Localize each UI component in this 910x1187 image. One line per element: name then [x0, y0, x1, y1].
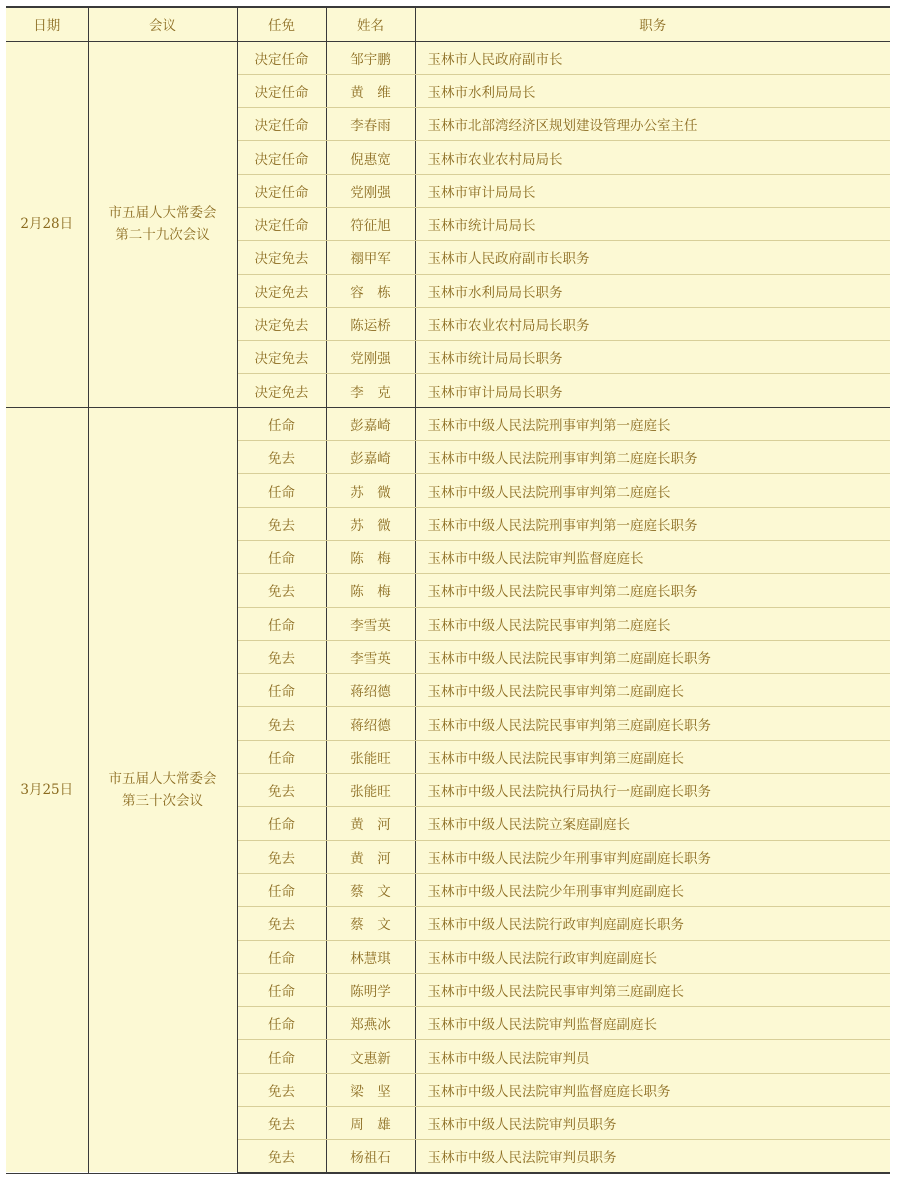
- appointment-action: 任命: [237, 1040, 326, 1073]
- person-name: 蔡 文: [326, 907, 415, 940]
- person-name: 邹宇鹏: [326, 41, 415, 74]
- person-name: 苏 微: [326, 474, 415, 507]
- appointment-action: 决定任命: [237, 141, 326, 174]
- person-name: 黄 河: [326, 840, 415, 873]
- position-title: 玉林市中级人民法院立案庭副庭长: [415, 807, 890, 840]
- position-title: 玉林市水利局局长职务: [415, 274, 890, 307]
- person-name: 陈明学: [326, 973, 415, 1006]
- header-post: 职务: [415, 7, 890, 41]
- appointment-action: 决定任命: [237, 207, 326, 240]
- appointment-action: 免去: [237, 507, 326, 540]
- person-name: 黄 河: [326, 807, 415, 840]
- appointment-action: 免去: [237, 441, 326, 474]
- meeting-name: [88, 407, 237, 1173]
- header-action: 任免: [237, 7, 326, 41]
- appointment-action: 任命: [237, 607, 326, 640]
- position-title: 玉林市审计局局长职务: [415, 374, 890, 407]
- position-title: 玉林市农业农村局局长职务: [415, 307, 890, 340]
- position-title: 玉林市北部湾经济区规划建设管理办公室主任: [415, 108, 890, 141]
- position-title: 玉林市统计局局长: [415, 207, 890, 240]
- person-name: 梁 坚: [326, 1073, 415, 1106]
- appointment-action: 任命: [237, 407, 326, 440]
- position-title: 玉林市中级人民法院行政审判庭副庭长: [415, 940, 890, 973]
- meeting-name-line1: 市五届人大常委会: [108, 771, 217, 788]
- meeting-name-line2: 第三十次会议: [122, 793, 203, 810]
- position-title: 玉林市中级人民法院民事审判第三庭副庭长: [415, 973, 890, 1006]
- person-name: 苏 微: [326, 507, 415, 540]
- position-title: 玉林市中级人民法院执行局执行一庭副庭长职务: [415, 774, 890, 807]
- position-title: 玉林市中级人民法院刑事审判第一庭庭长: [415, 407, 890, 440]
- person-name: 林慧琪: [326, 940, 415, 973]
- appointment-action: 任命: [237, 940, 326, 973]
- appointment-action: 任命: [237, 474, 326, 507]
- position-title: 玉林市中级人民法院民事审判第二庭庭长职务: [415, 574, 890, 607]
- appointment-action: 免去: [237, 774, 326, 807]
- person-name: 陈 梅: [326, 540, 415, 573]
- person-name: 黄 维: [326, 74, 415, 107]
- person-name: 李春雨: [326, 108, 415, 141]
- appointment-action: 任命: [237, 807, 326, 840]
- appointment-action: 任命: [237, 873, 326, 906]
- table-row: [6, 41, 890, 74]
- person-name: 倪惠宽: [326, 141, 415, 174]
- position-title: 玉林市中级人民法院刑事审判第二庭庭长职务: [415, 441, 890, 474]
- position-title: 玉林市水利局局长: [415, 74, 890, 107]
- position-title: 玉林市人民政府副市长: [415, 41, 890, 74]
- appointment-action: 任命: [237, 1007, 326, 1040]
- position-title: 玉林市中级人民法院审判监督庭庭长职务: [415, 1073, 890, 1106]
- appointment-action: 决定任命: [237, 41, 326, 74]
- position-title: 玉林市中级人民法院民事审判第二庭庭长: [415, 607, 890, 640]
- person-name: 陈运桥: [326, 307, 415, 340]
- person-name: 彭嘉崎: [326, 407, 415, 440]
- person-name: 陈 梅: [326, 574, 415, 607]
- table-body: [6, 41, 890, 1173]
- appointment-action: 免去: [237, 1107, 326, 1140]
- position-title: 玉林市农业农村局局长: [415, 141, 890, 174]
- position-title: 玉林市中级人民法院民事审判第三庭副庭长: [415, 740, 890, 773]
- person-name: 李 克: [326, 374, 415, 407]
- appointment-action: 免去: [237, 574, 326, 607]
- position-title: 玉林市中级人民法院审判监督庭副庭长: [415, 1007, 890, 1040]
- table-row: [6, 407, 890, 440]
- meeting-name-line1: 市五届人大常委会: [108, 205, 217, 222]
- position-title: 玉林市中级人民法院民事审判第三庭副庭长职务: [415, 707, 890, 740]
- person-name: 郑燕冰: [326, 1007, 415, 1040]
- appointment-action: 任命: [237, 740, 326, 773]
- position-title: 玉林市中级人民法院少年刑事审判庭副庭长职务: [415, 840, 890, 873]
- appointment-table-sheet: [6, 6, 890, 1172]
- position-title: 玉林市审计局局长: [415, 174, 890, 207]
- person-name: 蒋绍德: [326, 674, 415, 707]
- appointment-action: 决定免去: [237, 307, 326, 340]
- appointment-action: 任命: [237, 973, 326, 1006]
- appointment-action: 任命: [237, 674, 326, 707]
- appointment-table: [6, 6, 890, 1174]
- position-title: 玉林市中级人民法院少年刑事审判庭副庭长: [415, 873, 890, 906]
- appointment-action: 决定任命: [237, 74, 326, 107]
- meeting-date: 3月25日: [6, 407, 88, 1173]
- header-name: 姓名: [326, 7, 415, 41]
- position-title: 玉林市人民政府副市长职务: [415, 241, 890, 274]
- person-name: 符征旭: [326, 207, 415, 240]
- appointment-action: 决定免去: [237, 274, 326, 307]
- appointment-action: 免去: [237, 640, 326, 673]
- position-title: 玉林市中级人民法院审判员职务: [415, 1107, 890, 1140]
- table-header-row: [6, 7, 890, 41]
- header-meeting: 会议: [88, 7, 237, 41]
- appointment-action: 免去: [237, 1140, 326, 1173]
- meeting-name-line2: 第二十九次会议: [115, 227, 210, 244]
- header-date: 日期: [6, 7, 88, 41]
- appointment-action: 任命: [237, 540, 326, 573]
- person-name: 彭嘉崎: [326, 441, 415, 474]
- person-name: 党刚强: [326, 341, 415, 374]
- meeting-date: 2月28日: [6, 41, 88, 407]
- appointment-action: 决定任命: [237, 108, 326, 141]
- person-name: 李雪英: [326, 640, 415, 673]
- person-name: 禤甲军: [326, 241, 415, 274]
- appointment-action: 免去: [237, 840, 326, 873]
- appointment-action: 免去: [237, 1073, 326, 1106]
- person-name: 周 雄: [326, 1107, 415, 1140]
- person-name: 文惠新: [326, 1040, 415, 1073]
- position-title: 玉林市中级人民法院审判监督庭庭长: [415, 540, 890, 573]
- person-name: 李雪英: [326, 607, 415, 640]
- position-title: 玉林市中级人民法院民事审判第二庭副庭长: [415, 674, 890, 707]
- person-name: 张能旺: [326, 740, 415, 773]
- person-name: 党刚强: [326, 174, 415, 207]
- position-title: 玉林市中级人民法院刑事审判第一庭庭长职务: [415, 507, 890, 540]
- appointment-action: 免去: [237, 907, 326, 940]
- position-title: 玉林市中级人民法院民事审判第二庭副庭长职务: [415, 640, 890, 673]
- position-title: 玉林市中级人民法院行政审判庭副庭长职务: [415, 907, 890, 940]
- position-title: 玉林市中级人民法院刑事审判第二庭庭长: [415, 474, 890, 507]
- person-name: 张能旺: [326, 774, 415, 807]
- position-title: 玉林市中级人民法院审判员职务: [415, 1140, 890, 1173]
- person-name: 容 栋: [326, 274, 415, 307]
- appointment-action: 决定免去: [237, 341, 326, 374]
- person-name: 杨祖石: [326, 1140, 415, 1173]
- meeting-name: [88, 41, 237, 407]
- appointment-action: 决定免去: [237, 241, 326, 274]
- appointment-action: 免去: [237, 707, 326, 740]
- appointment-action: 决定任命: [237, 174, 326, 207]
- person-name: 蔡 文: [326, 873, 415, 906]
- appointment-action: 决定免去: [237, 374, 326, 407]
- person-name: 蒋绍德: [326, 707, 415, 740]
- position-title: 玉林市统计局局长职务: [415, 341, 890, 374]
- position-title: 玉林市中级人民法院审判员: [415, 1040, 890, 1073]
